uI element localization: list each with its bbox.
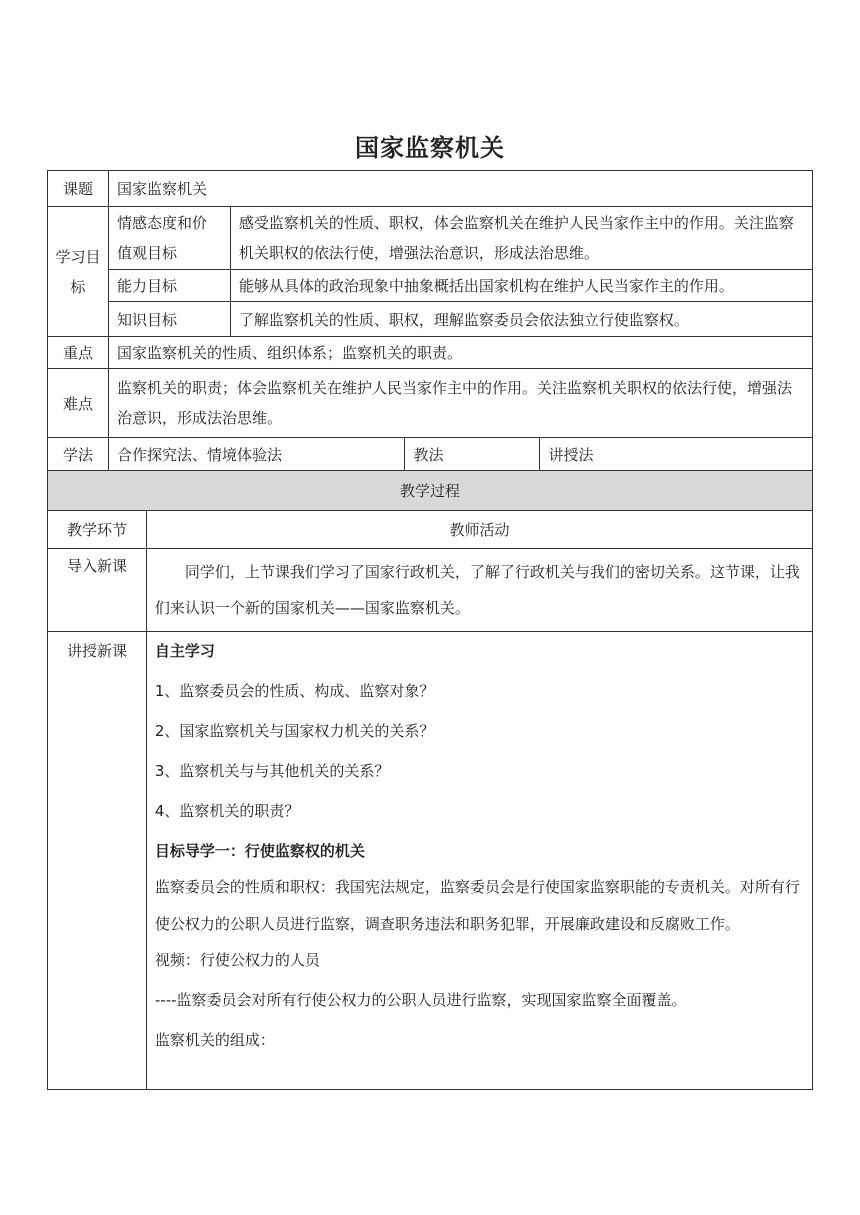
goal1-text: 监察委员会的性质和职权：我国宪法规定，监察委员会是行使国家监察职能的专责机关。对所有行使公权力的公职人员进行监察，调查职务违法和职务犯罪，开展廉政建设和反腐败工作。 (154, 878, 800, 933)
method-label: 学法 (48, 438, 109, 471)
teach-label: 教法 (405, 438, 540, 470)
difficult-label: 难点 (48, 369, 109, 438)
topic-value: 国家监察机关 (108, 171, 812, 207)
method-value: 合作探究法、情境体验法 (109, 438, 405, 470)
intro-label: 导入新课 (48, 549, 147, 632)
process-table (47, 470, 813, 1090)
key-text: 国家监察机关的性质、组织体系；监察机关的职责。 (108, 337, 812, 369)
video-note: ----监察委员会对所有行使公权力的公职人员进行监察，实现国家监察全面覆盖。 (154, 991, 687, 1009)
self-study-title: 自主学习 (154, 642, 215, 660)
goals-label: 学习目标 (48, 207, 109, 337)
goal-label-values: 情感态度和价值观目标 (108, 207, 230, 270)
goal-label-knowledge: 知识目标 (108, 302, 230, 337)
goal-text-knowledge: 了解监察机关的性质、职权，理解监察委员会依法独立行使监察权。 (230, 302, 812, 337)
goal-row-values (48, 207, 813, 270)
intro-text: 同学们，上节课我们学习了国家行政机关，了解了行政机关与我们的密切关系。这节课，让我们来认识一个新的国家机关——国家监察机关。 (146, 549, 812, 632)
method-row (48, 438, 813, 471)
difficult-text: 监察机关的职责；体会监察机关在维护人民当家作主中的作用。关注监察机关职权的依法行使，增强法治意识，形成法治思维。 (108, 369, 812, 438)
col-activity-header: 教师活动 (146, 511, 812, 549)
composition-text: 监察机关的组成： (154, 1031, 275, 1049)
key-row (48, 337, 813, 369)
col-stage-header: 教学环节 (48, 511, 147, 549)
goal1-title: 目标导学一：行使监察权的机关 (154, 842, 365, 860)
question-4: 4、监察机关的职责？ (154, 802, 300, 820)
difficult-row (48, 369, 813, 438)
goal-row-ability (48, 270, 813, 302)
lecture-label: 讲授新课 (48, 632, 147, 1090)
question-3: 3、监察机关与与其他机关的关系？ (154, 762, 390, 780)
page-title: 国家监察机关 (355, 134, 505, 162)
process-header: 教学过程 (48, 471, 813, 511)
goal-row-knowledge (48, 302, 813, 337)
key-label: 重点 (48, 337, 109, 369)
question-1: 1、监察委员会的性质、构成、监察对象？ (154, 682, 435, 700)
question-2: 2、国家监察机关与国家权力机关的关系？ (154, 722, 435, 740)
video-title: 视频：行使公权力的人员 (154, 951, 320, 969)
topic-label: 课题 (48, 171, 109, 207)
teach-value: 讲授法 (548, 445, 594, 464)
lesson-plan-table (47, 170, 813, 471)
topic-row (48, 171, 813, 207)
goal-text-values: 感受监察机关的性质、职权，体会监察机关在维护人民当家作主中的作用。关注监察机关职权的依法行使，增强法治意识，形成法治思维。 (230, 207, 812, 270)
lecture-content (146, 632, 812, 1090)
goal-label-ability: 能力目标 (108, 270, 230, 302)
goal-text-ability: 能够从具体的政治现象中抽象概括出国家机构在维护人民当家作主的作用。 (230, 270, 812, 302)
